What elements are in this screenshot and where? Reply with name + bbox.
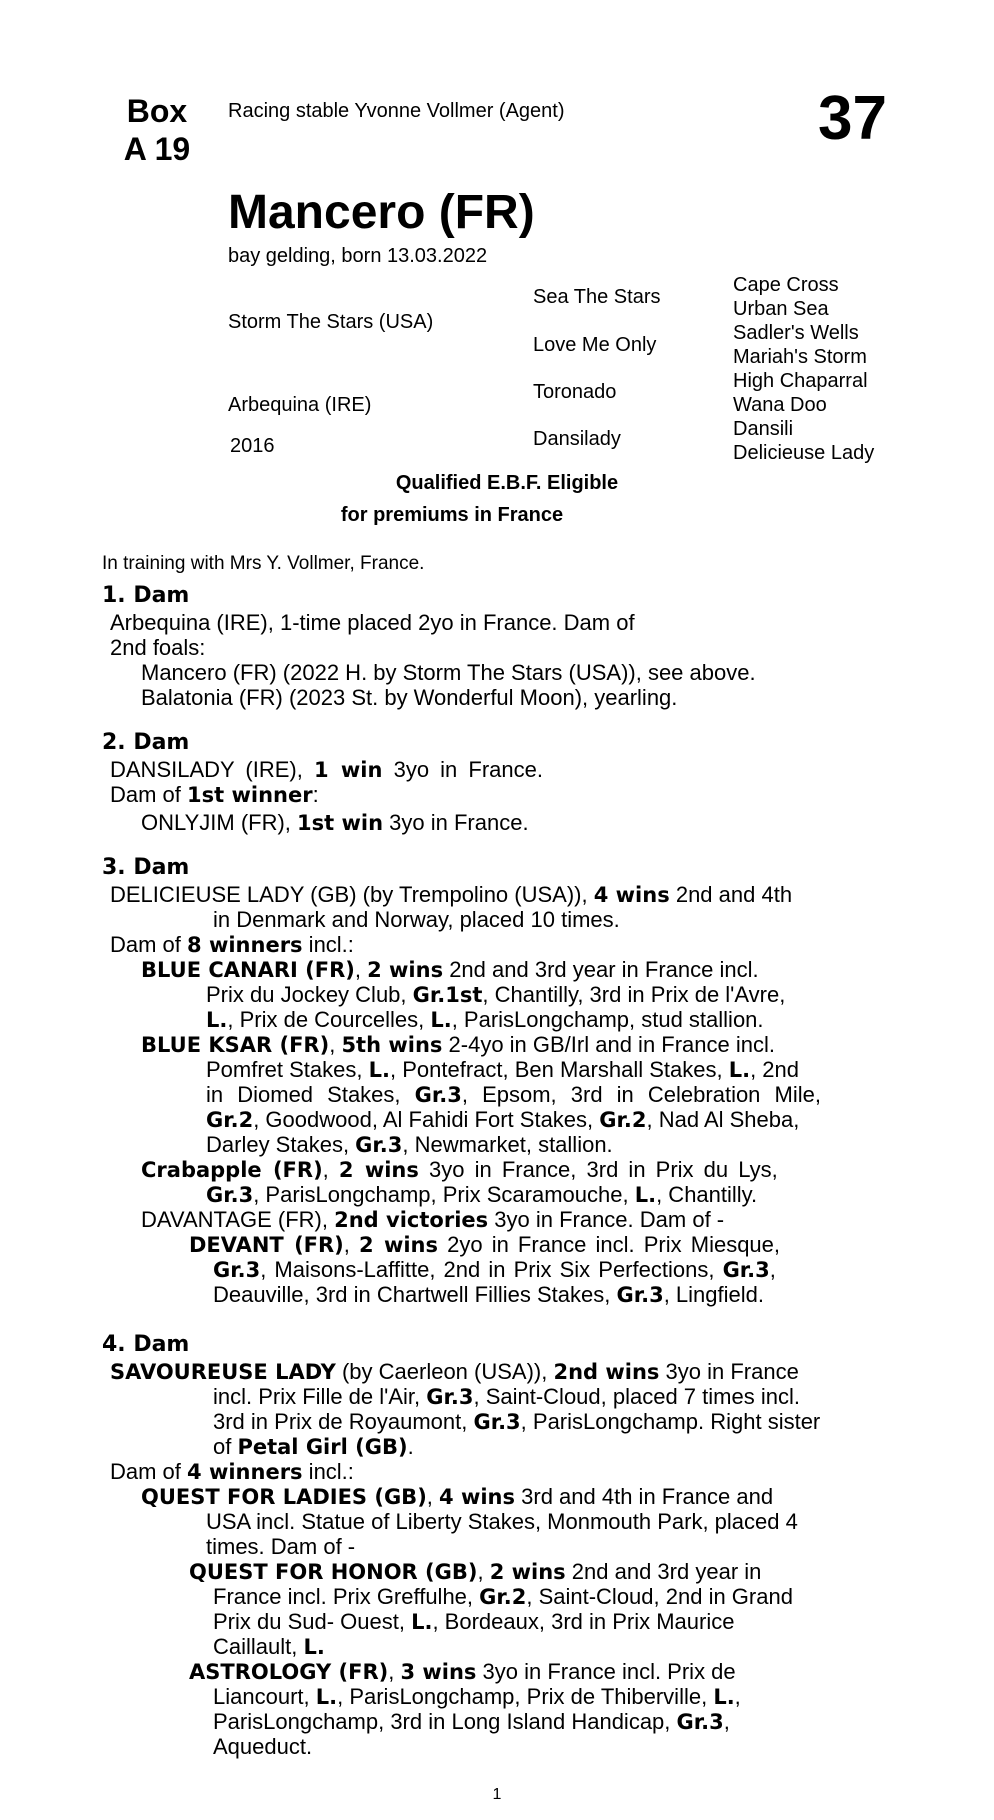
progeny-blue-ksar-line: in Diomed Stakes, Gr.3, Epsom, 3rd in Celebration Mile, — [206, 1082, 821, 1107]
eligibility-line2: for premiums in France — [340, 504, 564, 526]
box-label-line1: Box — [126, 93, 188, 129]
dam4-line: 3rd in Prix de Royaumont, Gr.3, ParisLongchamp. Right sister — [213, 1409, 821, 1434]
pedigree-dam: Arbequina (IRE) — [228, 394, 372, 416]
dam1-heading: 1. Dam — [102, 583, 190, 608]
pedigree-g3-item: Dansili — [733, 418, 794, 440]
progeny-devant-line: Deauville, 3rd in Chartwell Fillies Stakes, Gr.3, Lingfield. — [213, 1282, 764, 1307]
pedigree-g3-item: Cape Cross — [733, 274, 839, 296]
pedigree-g3 — [733, 273, 874, 465]
progeny-devant-line: Gr.3, Maisons-Laffitte, 2nd in Prix Six Perfections, Gr.3, — [213, 1257, 776, 1282]
pedigree-g3-item: Urban Sea — [733, 298, 829, 320]
pedigree-g3-item: Wana Doo — [733, 394, 827, 416]
pedigree-sire-dam: Love Me Only — [533, 334, 657, 356]
pedigree-dam-dam: Dansilady — [533, 428, 621, 450]
dam3-heading: 3. Dam — [102, 855, 190, 880]
progeny-blue-ksar-line: Darley Stakes, Gr.3, Newmarket, stallion. — [206, 1132, 613, 1157]
progeny-quest-for-honor-line: Prix du Sud- Ouest, L., Bordeaux, 3rd in Prix Maurice — [213, 1609, 735, 1634]
progeny-quest-for-ladies: QUEST FOR LADIES (GB), 4 wins 3rd and 4th in France and — [141, 1484, 774, 1509]
dam2-heading: 2. Dam — [102, 730, 190, 755]
progeny-astrology-line: Liancourt, L., ParisLongchamp, Prix de Thiberville, L., — [213, 1684, 741, 1709]
dam3-line: Dam of 8 winners incl.: — [110, 932, 354, 957]
progeny-crabapple-line: Gr.3, ParisLongchamp, Prix Scaramouche, L., Chantilly. — [206, 1182, 758, 1207]
progeny-quest-for-ladies-line: USA incl. Statue of Liberty Stakes, Monmouth Park, placed 4 — [206, 1509, 798, 1534]
dam2-line: Dam of 1st winner: — [110, 782, 319, 807]
progeny-blue-ksar: BLUE KSAR (FR), 5th wins 2-4yo in GB/Irl and in France incl. — [141, 1032, 775, 1057]
racing-stable: Racing stable Yvonne Vollmer (Agent) — [228, 100, 565, 122]
horse-name: Mancero (FR) — [228, 186, 535, 239]
dam2-line: DANSILADY (IRE), 1 win 3yo in France. — [110, 757, 543, 782]
progeny-quest-for-honor-line: France incl. Prix Greffulhe, Gr.2, Saint-Cloud, 2nd in Grand — [213, 1584, 793, 1609]
horse-description: bay gelding, born 13.03.2022 — [228, 245, 488, 267]
pedigree-dam-year: 2016 — [230, 435, 275, 457]
pedigree-g3-item: Delicieuse Lady — [733, 442, 875, 464]
progeny-quest-for-honor: QUEST FOR HONOR (GB), 2 wins 2nd and 3rd year in — [189, 1559, 762, 1584]
dam4-heading: 4. Dam — [102, 1332, 190, 1357]
dam4-line: SAVOUREUSE LADY (by Caerleon (USA)), 2nd wins 3yo in France — [110, 1359, 799, 1384]
eligibility-line1: Qualified E.B.F. Eligible — [395, 472, 619, 494]
dam1-intro2: 2nd foals: — [110, 635, 206, 660]
pedigree-g3-item: Sadler's Wells — [733, 322, 859, 344]
dam3-line: in Denmark and Norway, placed 10 times. — [213, 907, 620, 932]
pedigree-g3-item: Mariah's Storm — [733, 346, 867, 368]
dam1-foal: Balatonia (FR) (2023 St. by Wonderful Moon), yearling. — [141, 685, 678, 710]
progeny-astrology: ASTROLOGY (FR), 3 wins 3yo in France incl. Prix de — [189, 1659, 736, 1684]
progeny-quest-for-honor-line: Caillault, L. — [213, 1634, 325, 1659]
box-label — [102, 92, 212, 168]
lot-number: 37 — [818, 84, 887, 153]
dam1-foal: Mancero (FR) (2022 H. by Storm The Stars (USA)), see above. — [141, 660, 756, 685]
progeny-davantage: DAVANTAGE (FR), 2nd victories 3yo in France. Dam of - — [141, 1207, 725, 1232]
dam4-line: incl. Prix Fille de l'Air, Gr.3, Saint-Cloud, placed 7 times incl. — [213, 1384, 800, 1409]
dam1-intro: Arbequina (IRE), 1-time placed 2yo in France. Dam of — [110, 610, 635, 635]
progeny-devant: DEVANT (FR), 2 wins 2yo in France incl. Prix Miesque, — [189, 1232, 781, 1257]
pedigree-g3-item: High Chaparral — [733, 370, 868, 392]
pedigree-sire: Storm The Stars (USA) — [228, 311, 434, 333]
pedigree-dam-sire: Toronado — [533, 381, 617, 403]
pedigree-sire-sire: Sea The Stars — [533, 286, 661, 308]
progeny-blue-ksar-line: Pomfret Stakes, L., Pontefract, Ben Marshall Stakes, L., 2nd — [206, 1057, 799, 1082]
progeny-blue-canari-line: L., Prix de Courcelles, L., ParisLongchamp, stud stallion. — [206, 1007, 764, 1032]
progeny-blue-canari-line: Prix du Jockey Club, Gr.1st, Chantilly, 3rd in Prix de l'Avre, — [206, 982, 786, 1007]
page-number: 1 — [492, 1786, 502, 1803]
dam3-line: DELICIEUSE LADY (GB) (by Trempolino (USA)), 4 wins 2nd and 4th — [110, 882, 793, 907]
dam4-line: of Petal Girl (GB). — [213, 1434, 414, 1459]
progeny-blue-canari: BLUE CANARI (FR), 2 wins 2nd and 3rd year in France incl. — [141, 957, 759, 982]
dam2-line: ONLYJIM (FR), 1st win 3yo in France. — [141, 810, 529, 835]
progeny-quest-for-ladies-line: times. Dam of - — [206, 1534, 356, 1559]
progeny-blue-ksar-line: Gr.2, Goodwood, Al Fahidi Fort Stakes, Gr.2, Nad Al Sheba, — [206, 1107, 800, 1132]
dam4-line: Dam of 4 winners incl.: — [110, 1459, 354, 1484]
box-label-line2: A 19 — [123, 131, 191, 167]
training-note: In training with Mrs Y. Vollmer, France. — [102, 553, 425, 574]
progeny-astrology-line: Aqueduct. — [213, 1734, 313, 1759]
progeny-crabapple: Crabapple (FR), 2 wins 3yo in France, 3rd in Prix du Lys, — [141, 1157, 778, 1182]
progeny-astrology-line: ParisLongchamp, 3rd in Long Island Handicap, Gr.3, — [213, 1709, 730, 1734]
